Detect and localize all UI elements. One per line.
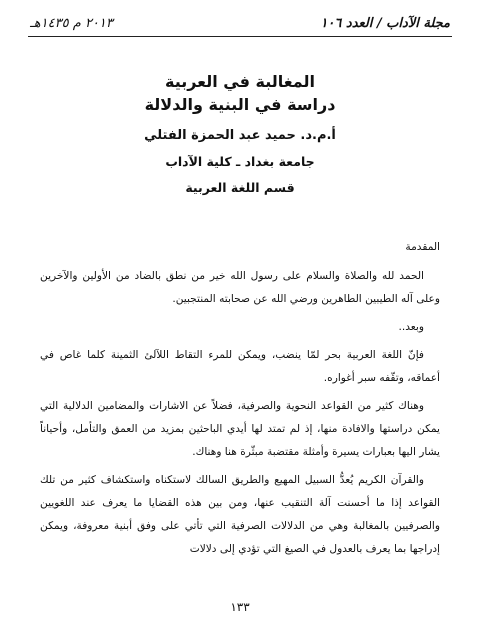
running-header (30, 12, 450, 34)
journal-issue-label: مجلة الآداب / العدد ١٠٦ (320, 15, 450, 31)
page-number: ١٣٣ (230, 600, 250, 614)
paragraph-4: وهناك كثير من القواعد النحوية والصرفية، فضلاً عن الاشارات والمضامين الدلالية التي يمكن دراستها والافادة منها، إذ لم تمتد لها أيدي الباحثين بمزيد من العمق والتأمل، وأحياناً يشار اليها بعبارات يسيرة وأمثلة مقتضبة مبثّرة هنا وهناك. (40, 400, 440, 458)
publication-date: ٢٠١٣ م ١٤٣٥هـ (30, 15, 113, 31)
author-department: قسم اللغة العربية (185, 180, 295, 195)
paragraph-1: الحمد لله والصلاة والسلام على رسول الله خير من نطق بالضاد من الأولين والآخرين وعلى آله الطيبين الطاهرين ورضي الله عن صحابته المنتجبين. (40, 270, 440, 305)
paragraph-5: والقرآن الكريم يُعدُّ السبيل المهيع والطريق السالك لاستكناه واستكشاف كثير من تلك القواعد إذا ما أحسنت آلة التنقيب عنها، ومن بين هذه القضايا ما يعرف عند اللغويين والصرفيين بالمغالبة وهي من الدلالات الصرفية التي تأتي على وفق أبنية معروفة، ويمكن إدراجها بما يعرف بالعدول في الصيغ التي تؤدي إلى دلالات (40, 474, 440, 555)
title-block (0, 70, 480, 198)
author-affiliation: جامعة بغداد ـ كلية الآداب (165, 154, 315, 169)
section-heading-introduction: المقدمة (405, 241, 440, 253)
article-title-line-2: دراسة في البنية والدلالة (144, 95, 336, 114)
header-divider (28, 36, 452, 37)
paragraph-3: فإنّ اللغة العربية بحر لمّا ينضب، ويمكن للمرء التقاط اللآلئ الثمينة كلما غاص في أعماقه، وتقّفه سبر أغواره. (40, 349, 440, 384)
article-body (40, 236, 440, 566)
article-title-line-1: المغالبة في العربية (164, 72, 316, 91)
paragraph-2: وبعد.. (398, 321, 424, 333)
author-name: أ.م.د. حميد عبد الحمزة الفتلي (144, 128, 336, 143)
